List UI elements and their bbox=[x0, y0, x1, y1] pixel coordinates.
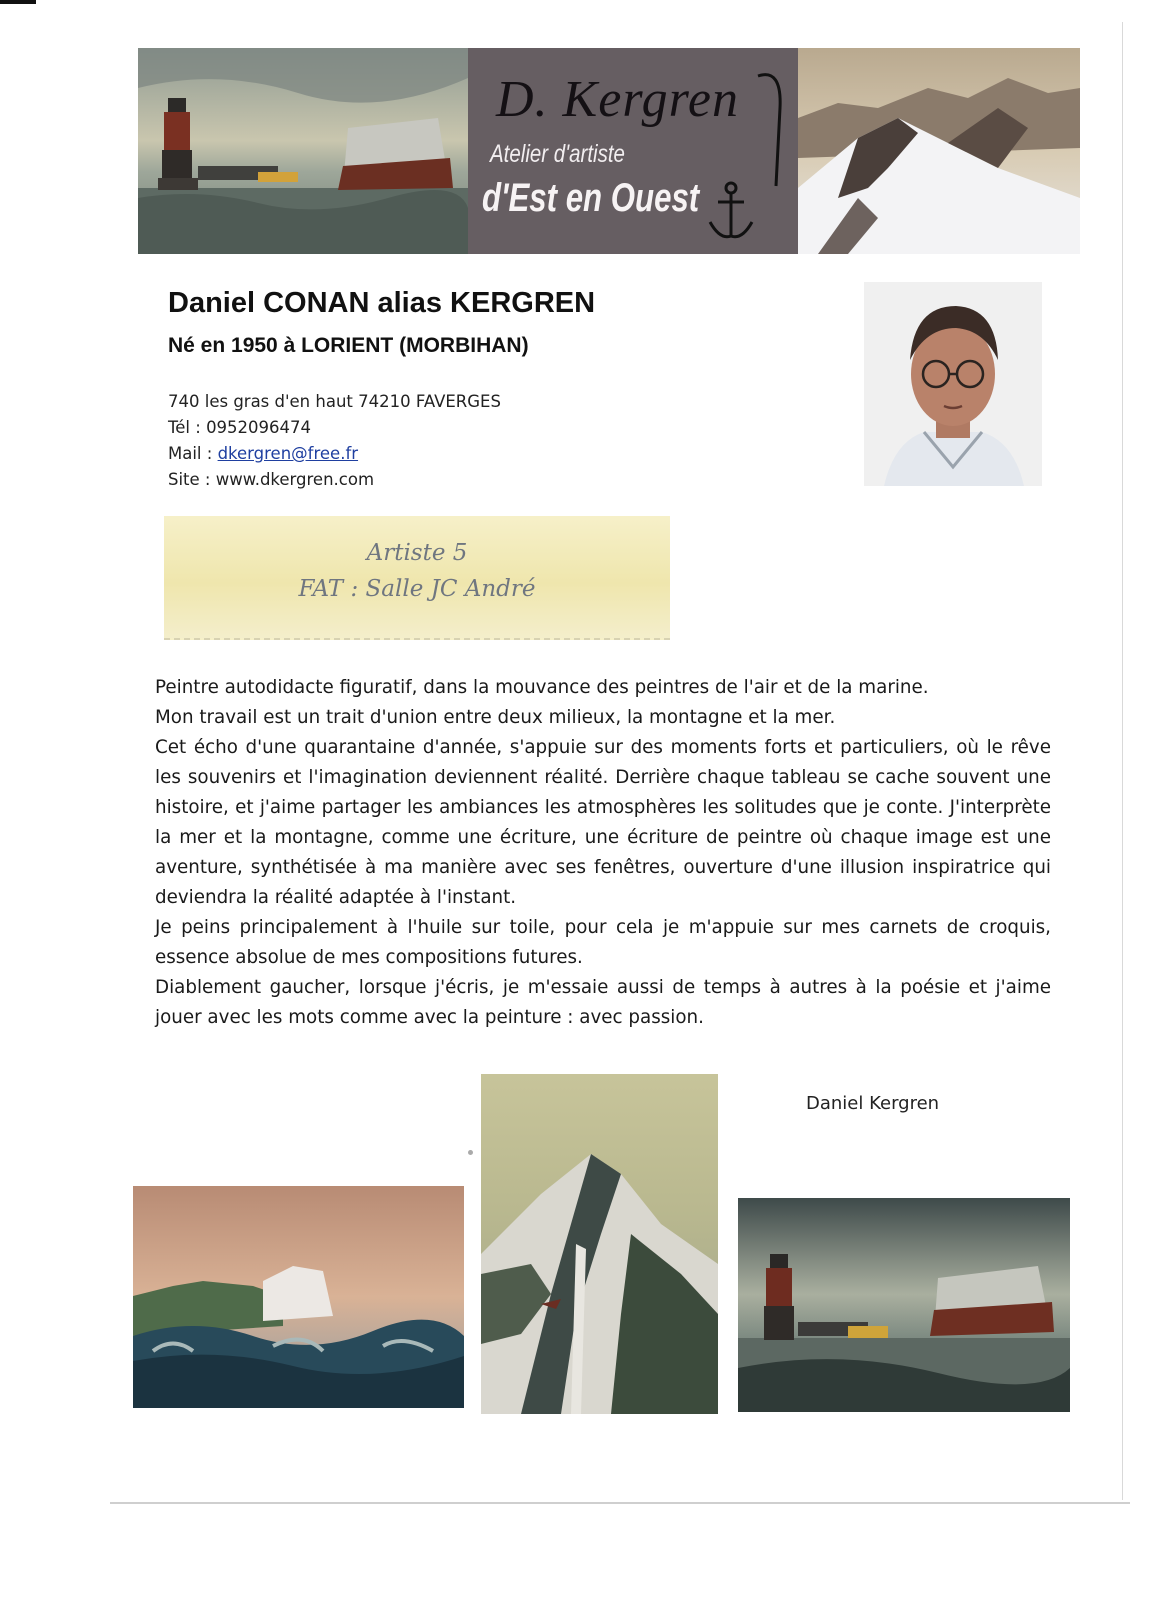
phone-value: 0952096474 bbox=[206, 418, 312, 437]
header-banner bbox=[138, 48, 1080, 254]
banner-title: D. Kergren bbox=[496, 71, 740, 128]
mail-label: Mail : bbox=[168, 444, 218, 463]
artist-birth: Né en 1950 à LORIENT (MORBIHAN) bbox=[168, 334, 529, 357]
banner-tagline: d'Est en Ouest bbox=[482, 176, 700, 220]
bio-paragraph: Je peins principalement à l'huile sur toile, pour cela je m'appuie sur mes carnets de croquis, essence absolue de mes compositions futures. bbox=[155, 917, 1051, 968]
artist-portrait bbox=[864, 282, 1042, 486]
site-label: Site : bbox=[168, 470, 216, 489]
mail-link[interactable]: dkergren@free.fr bbox=[217, 444, 359, 463]
scan-dust-mark bbox=[468, 1150, 473, 1155]
banner-title-panel bbox=[468, 48, 798, 254]
painting-stormy-sea bbox=[133, 1186, 464, 1408]
page-edge-right bbox=[1122, 22, 1123, 1500]
contact-address: 740 les gras d'en haut 74210 FAVERGES bbox=[168, 392, 501, 411]
scan-corner-mark bbox=[0, 0, 36, 4]
painting-mountain bbox=[481, 1074, 718, 1414]
banner-mountain-painting bbox=[798, 48, 1080, 254]
phone-label: Tél : bbox=[168, 418, 207, 437]
contact-phone bbox=[168, 418, 311, 437]
bio-paragraph: Diablement gaucher, lorsque j'écris, je m'essaie aussi de temps à autres à la poésie et j'aime jouer avec les mots comme avec la peinture : avec passion. bbox=[155, 977, 1051, 1028]
contact-site bbox=[168, 470, 374, 489]
artist-name: Daniel CONAN alias KERGREN bbox=[168, 287, 596, 319]
page-edge-bottom bbox=[110, 1502, 1130, 1504]
bio-paragraph: Peintre autodidacte figuratif, dans la mouvance des peintres de l'air et de la marine. bbox=[155, 677, 929, 698]
banner-subtitle: Atelier d'artiste bbox=[490, 140, 625, 168]
bio-paragraph: Mon travail est un trait d'union entre deux milieux, la montagne et la mer. bbox=[155, 707, 836, 728]
banner-title-flourish bbox=[752, 68, 788, 188]
banner-lighthouse-painting bbox=[138, 48, 468, 254]
anchor-icon bbox=[706, 178, 756, 244]
contact-mail bbox=[168, 444, 358, 463]
artist-biography bbox=[155, 673, 1051, 1033]
signature: Daniel Kergren bbox=[806, 1093, 940, 1114]
bio-paragraph: Cet écho d'une quarantaine d'année, s'appuie sur des moments forts et particuliers, où le rêve les souvenirs et l'imagination deviennent réalité. Derrière chaque tableau se cache souvent une histoire, et j'aime partager les ambiances les atmosphères les solitudes que je conte. J'interprète la mer et la montagne, comme une écriture, une écriture de peintre où chaque image est une aventure, synthétisée à ma manière avec ses fenêtres, ouverture d'une illusion inspiratrice qui deviendra la réalité adaptée à l'instant. bbox=[155, 737, 1051, 908]
tag-artist-number: Artiste 5 bbox=[366, 540, 468, 566]
tag-location: FAT : Salle JC André bbox=[298, 576, 536, 602]
site-value: www.dkergren.com bbox=[215, 470, 375, 489]
exhibition-tag bbox=[164, 516, 670, 640]
painting-lighthouse bbox=[738, 1198, 1070, 1412]
